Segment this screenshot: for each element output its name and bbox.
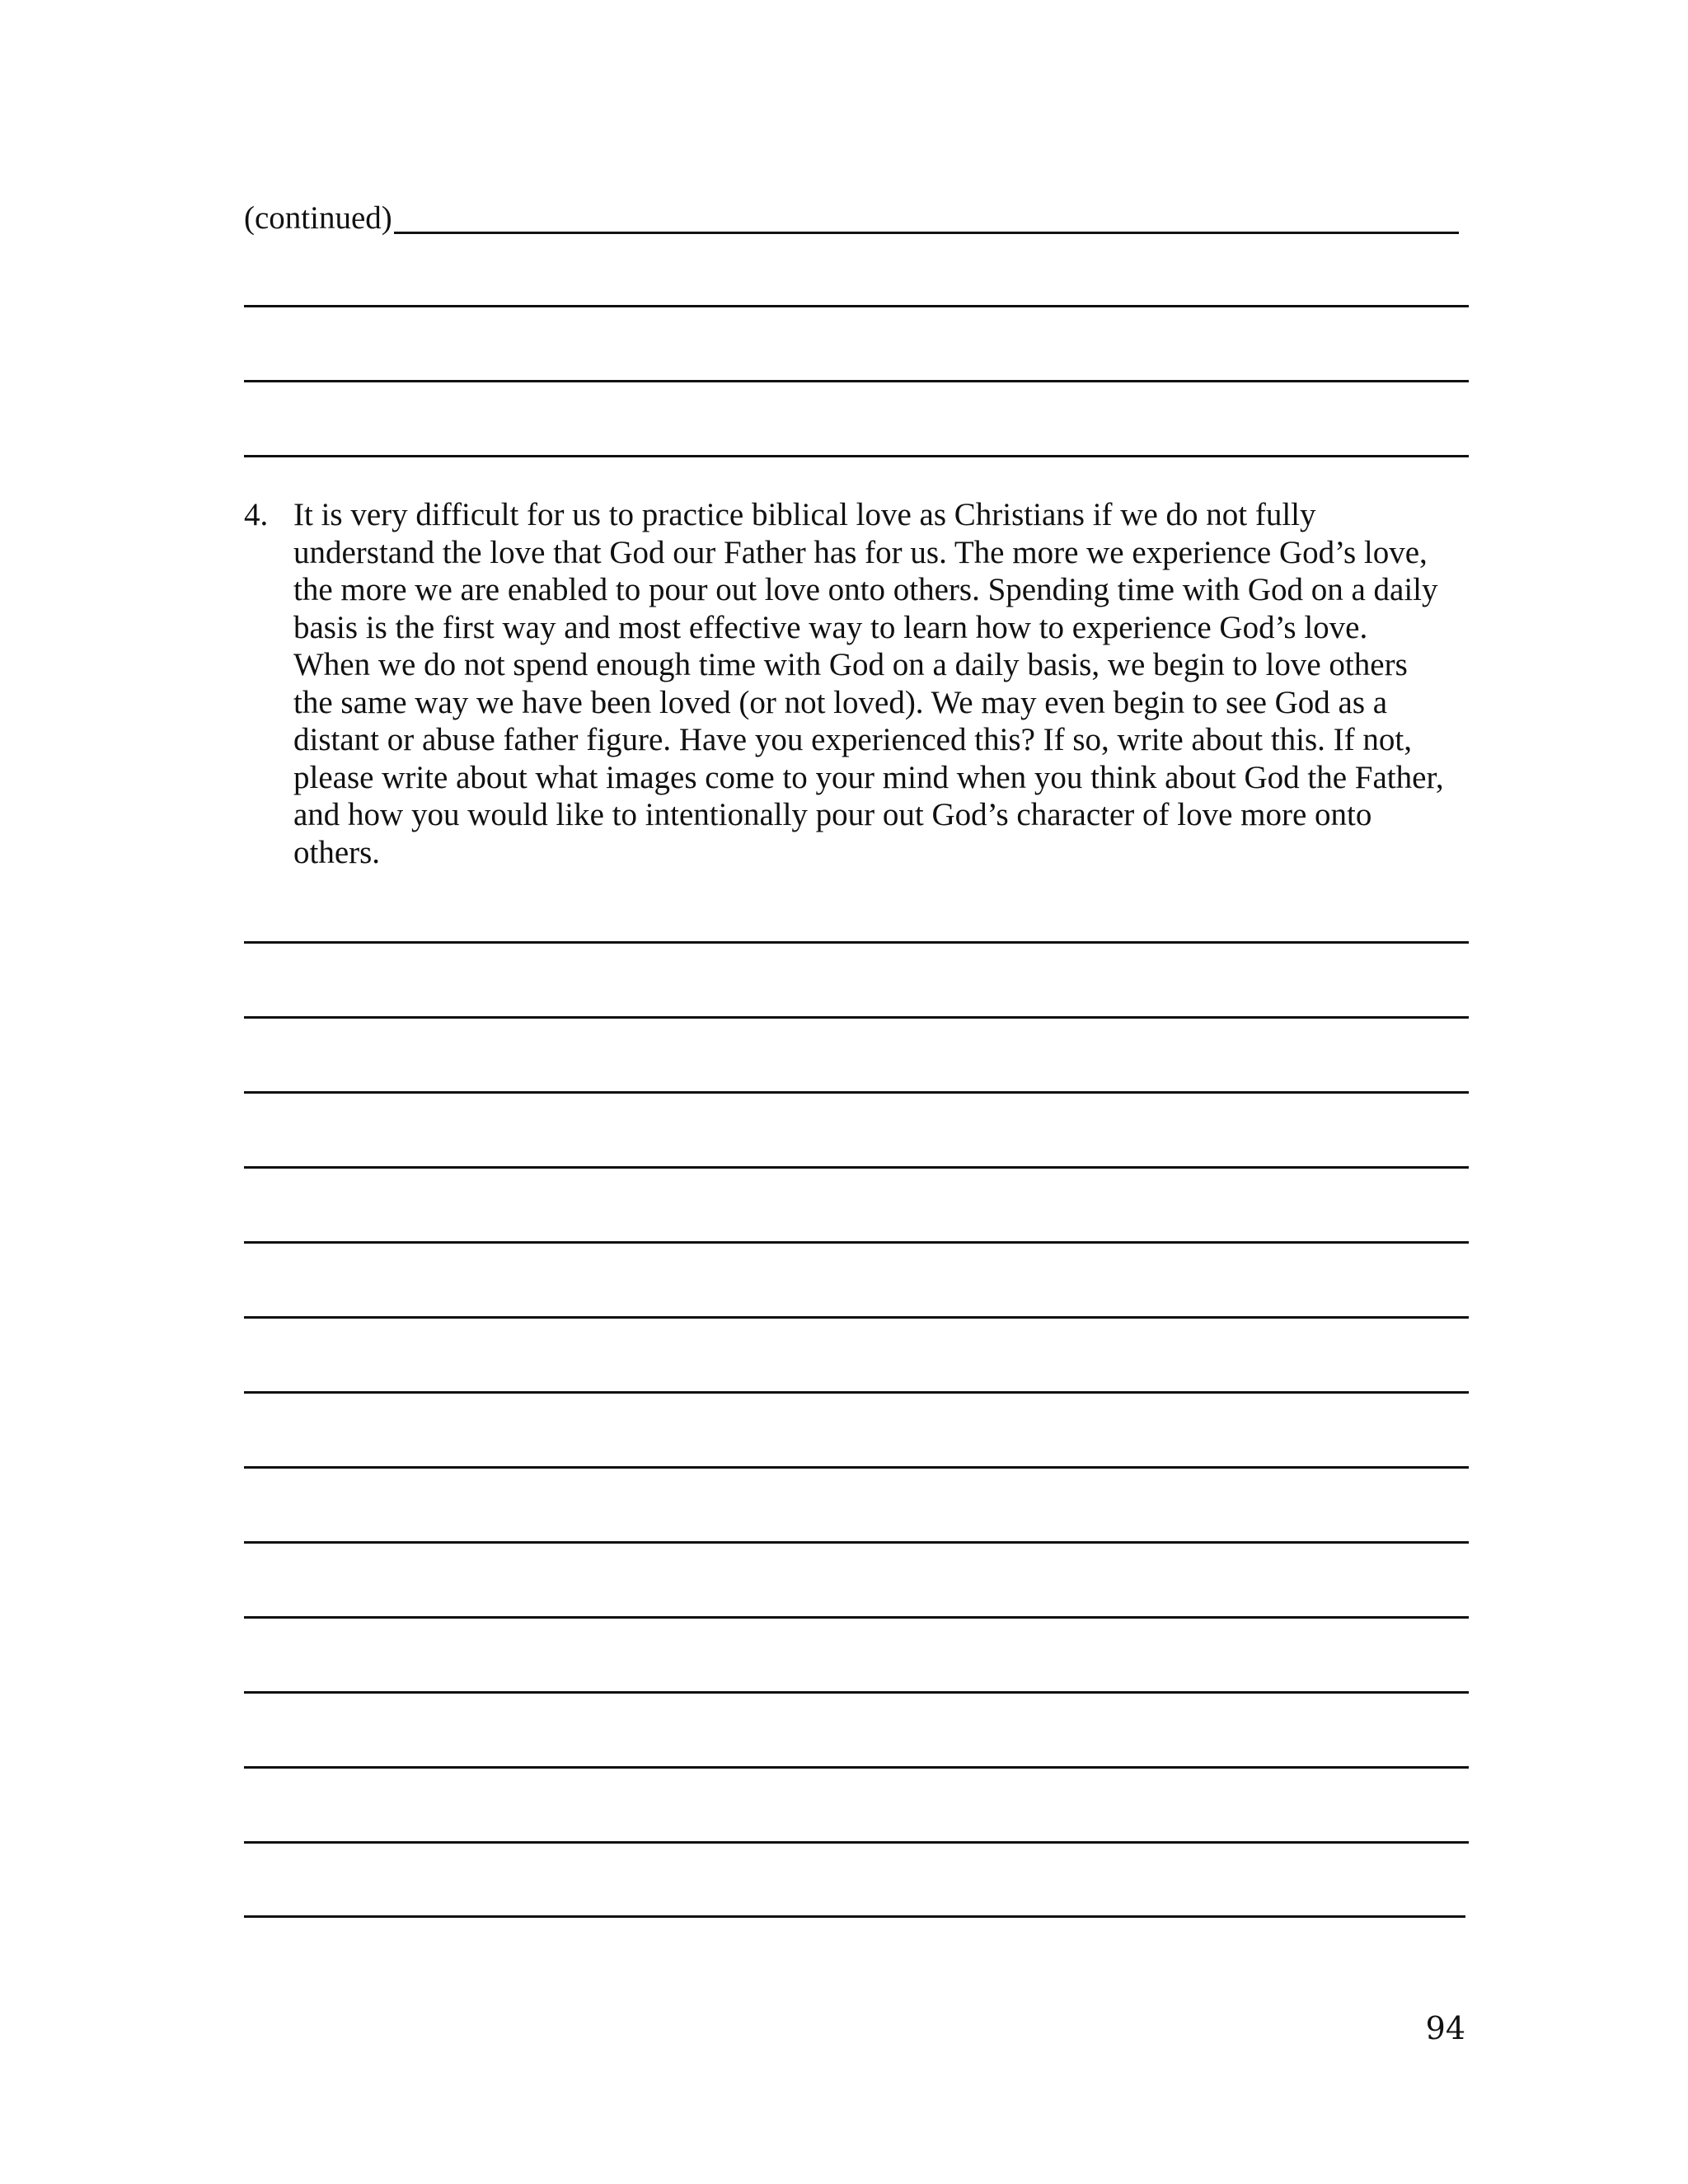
question-number: 4. [244,497,269,532]
answer-line[interactable] [244,1091,1469,1094]
answer-line[interactable] [244,1766,1469,1769]
question-text-line: understand the love that God our Father has for us. The more we experience God’s love, [293,534,1428,570]
answer-line[interactable] [244,1841,1469,1844]
continued-label: (continued) [244,200,392,236]
answer-line[interactable] [244,1391,1469,1394]
question-text-line: basis is the first way and most effective way to learn how to experience God’s love. [293,609,1368,645]
answer-line[interactable] [244,1541,1469,1544]
question-text-line: distant or abuse father figure. Have you experienced this? If so, write about this. If not, [293,722,1412,757]
question-text-line: others. [293,834,381,870]
question-text-line: please write about what images come to your mind when you think about God the Father, [293,759,1444,795]
answer-line[interactable] [244,1316,1469,1319]
answer-line-previous[interactable] [244,455,1469,457]
answer-line[interactable] [244,1691,1469,1694]
answer-line-previous[interactable] [244,305,1469,307]
question-4 [244,496,1480,871]
answer-line[interactable] [244,1166,1469,1169]
answer-line[interactable] [244,1616,1469,1619]
continued-answer-line[interactable] [244,194,1459,236]
question-text-line: It is very difficult for us to practice biblical love as Christians if we do not fully [293,497,1316,532]
question-text-line: the more we are enabled to pour out love onto others. Spending time with God on a daily [293,572,1438,607]
question-text-line: the same way we have been loved (or not loved). We may even begin to see God as a [293,684,1388,720]
answer-line-previous[interactable] [244,380,1469,382]
page-number: 94 [1425,2010,1465,2046]
answer-line[interactable] [244,1466,1469,1469]
answer-line[interactable] [244,1241,1469,1244]
answer-line[interactable] [244,1016,1469,1019]
question-text [293,496,1444,871]
question-text-line: and how you would like to intentionally pour out God’s character of love more onto [293,797,1372,832]
answer-line[interactable] [244,1915,1465,1918]
answer-line[interactable] [244,941,1469,944]
question-text-line: When we do not spend enough time with God on a daily basis, we begin to love others [293,647,1408,682]
continued-underline [394,232,1459,234]
